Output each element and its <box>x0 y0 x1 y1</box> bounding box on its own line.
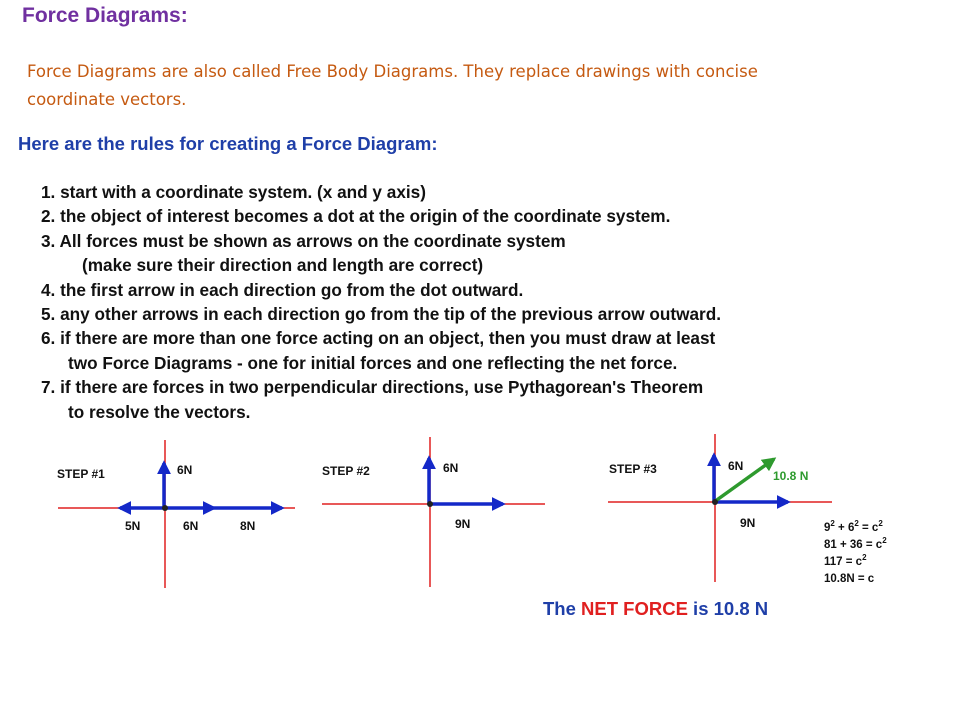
step-2-label: STEP #2 <box>322 464 370 478</box>
net-force-highlight: NET FORCE <box>581 598 688 619</box>
rule-5: 5. any other arrows in each direction go from the tip of the previous arrow outward. <box>41 304 721 325</box>
step-1-label: STEP #1 <box>57 467 105 481</box>
pyth-l1-sup-a: 2 <box>830 519 835 528</box>
pythagorean-line-4: 10.8N = c <box>824 573 875 585</box>
rule-7-continued: to resolve the vectors. <box>68 401 251 422</box>
rule-6-continued: two Force Diagrams - one for initial forces and one reflecting the net force. <box>68 352 678 373</box>
step-3-label-9n: 9N <box>740 516 756 530</box>
rule-2: 2. the object of interest becomes a dot at the origin of the coordinate system. <box>41 206 671 227</box>
pythagorean-line-2 <box>824 536 887 551</box>
pyth-l1-sup-c: 2 <box>878 519 883 528</box>
net-force-prefix: The <box>543 598 582 619</box>
step-1-label-8n: 8N <box>240 519 256 533</box>
pyth-l2: 81 + 36 = c <box>824 539 883 551</box>
step-2-label-6n: 6N <box>443 461 459 475</box>
rule-7: 7. if there are forces in two perpendicular directions, use Pythagorean's Theorem <box>41 377 704 398</box>
rules-heading: Here are the rules for creating a Force Diagram: <box>18 133 438 154</box>
step-1-label-6n-up: 6N <box>177 463 193 477</box>
step-3-label-6n: 6N <box>728 459 744 473</box>
pythagorean-line-1 <box>824 519 883 534</box>
intro-line-2: coordinate vectors. <box>27 90 187 109</box>
rule-3: 3. All forces must be shown as arrows on the coordinate system <box>41 230 566 251</box>
pyth-l3-sup: 2 <box>862 553 867 562</box>
step-3-object-dot <box>712 499 718 505</box>
step-1-object-dot <box>162 505 168 511</box>
step-2-object-dot <box>427 501 433 507</box>
step-3-diagram <box>608 434 832 582</box>
rule-4: 4. the first arrow in each direction go from the dot outward. <box>41 279 524 300</box>
step-3-label: STEP #3 <box>609 462 657 476</box>
step-1-diagram <box>57 440 295 588</box>
rule-6: 6. if there are more than one force acting on an object, then you must draw at least <box>41 328 716 349</box>
pyth-l1-c: = c <box>858 522 879 534</box>
step-2-diagram <box>322 437 545 587</box>
step-2-label-9n: 9N <box>455 517 471 531</box>
net-force-suffix: is 10.8 N <box>687 598 769 619</box>
pyth-l3: 117 = c <box>824 556 863 568</box>
step-1-label-6n-right: 6N <box>183 519 199 533</box>
page-title: Force Diagrams: <box>22 4 188 27</box>
pyth-l1-sup-b: 2 <box>854 519 859 528</box>
pyth-l1-b: + 6 <box>834 522 855 534</box>
intro-line-1: Force Diagrams are also called Free Body Diagrams. They replace drawings with concise <box>27 62 758 81</box>
pyth-l1-a: 9 <box>824 522 831 534</box>
pythagorean-line-3 <box>824 553 867 568</box>
step-1-label-5n: 5N <box>125 519 141 533</box>
step-3-resultant-label: 10.8 N <box>773 469 809 483</box>
pyth-l2-sup: 2 <box>882 536 887 545</box>
rule-1: 1. start with a coordinate system. (x and y axis) <box>41 182 426 202</box>
pythagorean-work <box>824 519 887 585</box>
step-3-resultant-arrow <box>714 459 774 502</box>
rule-3-note: (make sure their direction and length are correct) <box>82 255 484 276</box>
net-force-statement <box>543 598 768 620</box>
